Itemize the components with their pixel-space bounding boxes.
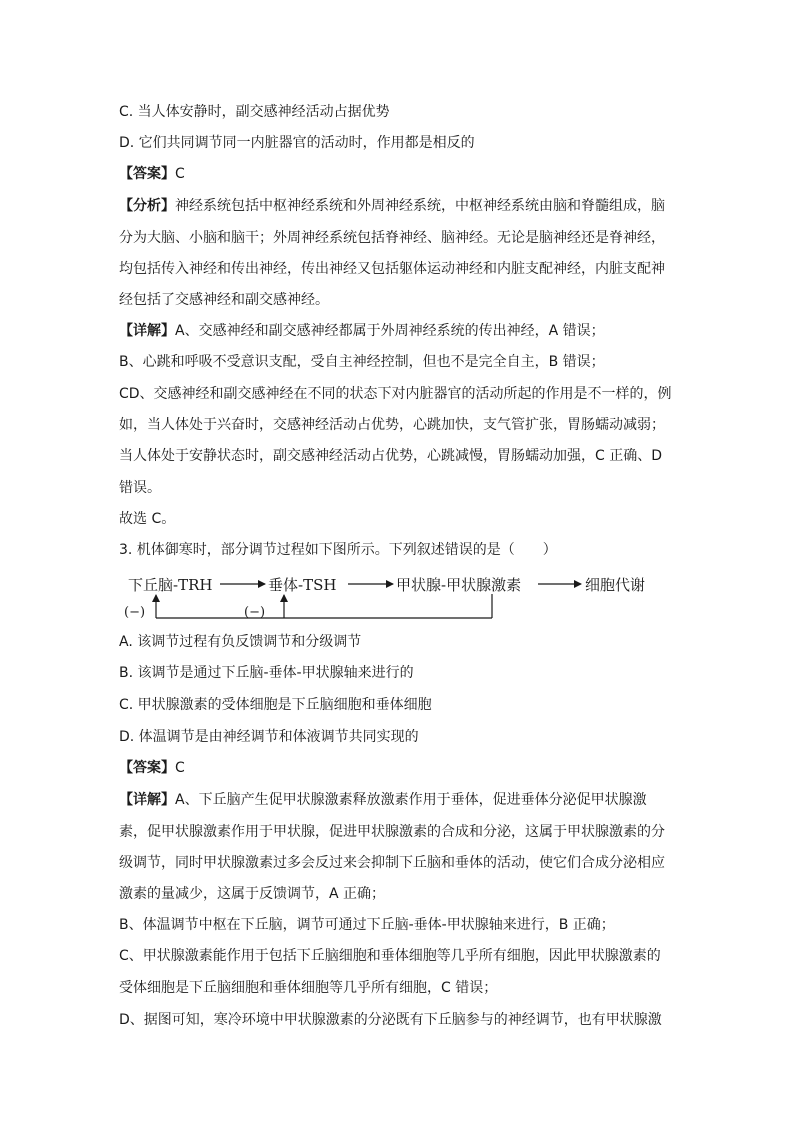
- q3-detail-line: [119, 790, 679, 810]
- q3-option-b: B. 该调节是通过下丘脑-垂体-甲状腺轴来进行的: [119, 665, 414, 681]
- hypothalamus-label: 下丘脑-TRH: [128, 576, 213, 594]
- q2-analysis-line: [119, 196, 679, 216]
- q3-option-d: D. 体温调节是由神经调节和体液调节共同实现的: [119, 729, 419, 745]
- q2-detail-line: B、心跳和呼吸不受意识支配，受自主神经控制，但也不是完全自主，B 错误；: [119, 354, 605, 370]
- q2-analysis-line: 分为大脑、小脑和脑干；外周神经系统包括脊神经、脑神经。无论是脑神经还是脊神经，: [119, 230, 665, 246]
- detail-text: A、交感神经和副交感神经都属于外周神经系统的传出神经，A 错误；: [175, 323, 605, 339]
- q3-stem: 3. 机体御寒时，部分调节过程如下图所示。下列叙述错误的是（ ）: [119, 542, 557, 558]
- q3-detail-line: D、据图可知，寒冷环境中甲状腺激素的分泌既有下丘脑参与的神经调节，也有甲状腺激: [119, 1012, 662, 1028]
- answer-tag: 【答案】: [119, 760, 175, 776]
- feedback-label-right: (−): [244, 605, 266, 620]
- q2-detail-line: 如，当人体处于兴奋时，交感神经活动占优势，心跳加快，支气管扩张，胃肠蠕动减弱；: [119, 417, 665, 433]
- analysis-tag: 【分析】: [119, 198, 175, 214]
- detail-tag: 【详解】: [119, 792, 175, 808]
- feedback-label-left: (−): [124, 605, 146, 620]
- q2-detail-line: 当人体处于安静状态时，副交感神经活动占优势，心跳减慢，胃肠蠕动加强，C 正确、D: [119, 448, 663, 464]
- q2-analysis-line: 均包括传入神经和传出神经，传出神经又包括躯体运动神经和内脏支配神经，内脏支配神: [119, 261, 665, 277]
- q3-detail-line: C、甲状腺激素能作用于包括下丘脑细胞和垂体细胞等几乎所有细胞，因此甲状腺激素的: [119, 948, 661, 964]
- answer-text: C: [175, 166, 185, 182]
- q3-detail-line: 级调节，同时甲状腺激素过多会反过来会抑制下丘脑和垂体的活动，使它们合成分泌相应: [119, 855, 665, 871]
- q2-detail-line: CD、交感神经和副交感神经在不同的状态下对内脏器官的活动所起的作用是不一样的，例: [119, 386, 672, 402]
- analysis-text: 神经系统包括中枢神经系统和外周神经系统，中枢神经系统由脑和脊髓组成，脑: [175, 198, 665, 214]
- answer-tag: 【答案】: [119, 166, 175, 182]
- metabolism-label: 细胞代谢: [585, 576, 646, 594]
- pituitary-label: 垂体-TSH: [268, 576, 337, 594]
- q3-detail-line: 素，促甲状腺激素作用于甲状腺，促进甲状腺激素的合成和分泌，这属于甲状腺激素的分: [119, 824, 665, 840]
- detail-text: A、下丘脑产生促甲状腺激素释放激素作用于垂体，促进垂体分泌促甲状腺激: [175, 792, 647, 808]
- q3-answer: [119, 758, 679, 778]
- q3-option-a: A. 该调节过程有负反馈调节和分级调节: [119, 634, 362, 650]
- q2-conclusion: 故选 C。: [119, 511, 176, 527]
- answer-text: C: [175, 760, 185, 776]
- q2-option-c: C. 当人体安静时，副交感神经活动占据优势: [119, 104, 390, 120]
- q2-option-d: D. 它们共同调节同一内脏器官的活动时，作用都是相反的: [119, 135, 475, 151]
- detail-tag: 【详解】: [119, 323, 175, 339]
- regulation-diagram: [120, 570, 680, 630]
- q3-detail-line: 激素的量减少，这属于反馈调节，A 正确；: [119, 886, 386, 902]
- q3-option-c: C. 甲状腺激素的受体细胞是下丘脑细胞和垂体细胞: [119, 697, 432, 713]
- q2-detail-line: 错误。: [119, 480, 161, 496]
- thyroid-label: 甲状腺-甲状腺激素: [396, 576, 522, 594]
- q2-analysis-line: 经包括了交感神经和副交感神经。: [119, 292, 329, 308]
- q2-answer: [119, 164, 679, 184]
- q3-detail-line: B、体温调节中枢在下丘脑，调节可通过下丘脑-垂体-甲状腺轴来进行，B 正确；: [119, 917, 615, 933]
- q2-detail-line: [119, 321, 679, 341]
- q3-detail-line: 受体细胞是下丘脑细胞和垂体细胞等几乎所有细胞，C 错误；: [119, 980, 498, 996]
